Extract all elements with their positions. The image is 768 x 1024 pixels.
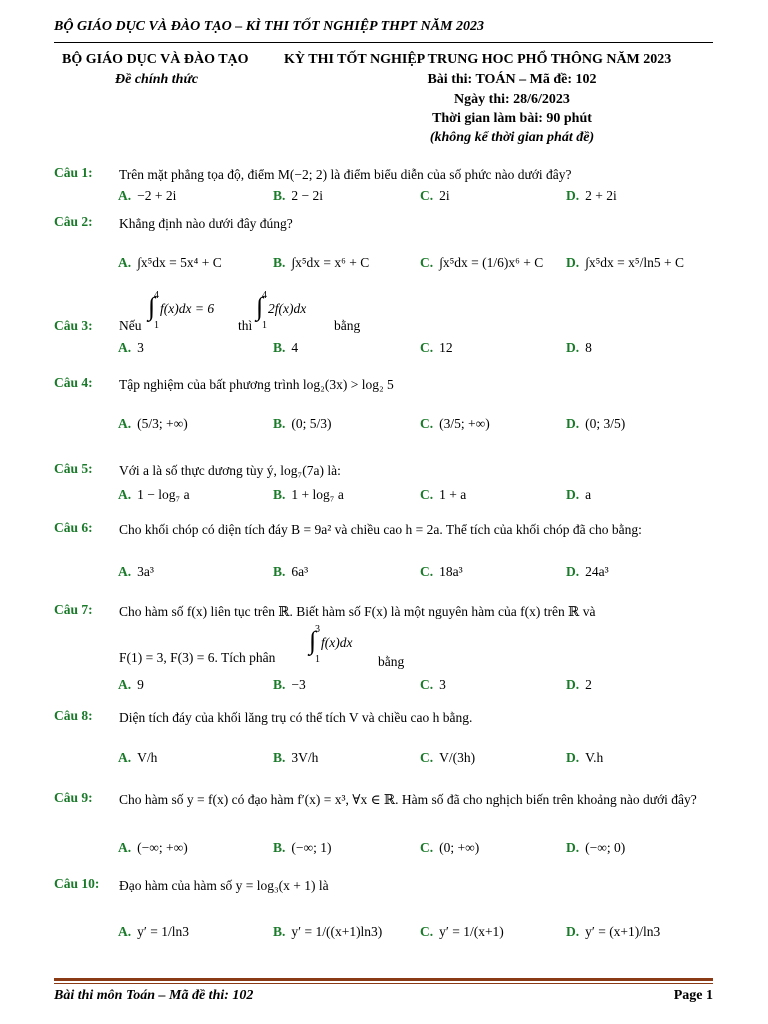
integral-sign: ∫ bbox=[309, 626, 317, 655]
option-d: D. 2 bbox=[566, 677, 592, 692]
header-divider bbox=[54, 42, 713, 43]
option-b: B. (−∞; 1) bbox=[273, 840, 332, 855]
option-b: B. (0; 5/3) bbox=[273, 416, 332, 431]
option-b: B. ∫x⁵dx = x⁶ + C bbox=[273, 255, 370, 270]
question-3 bbox=[54, 290, 713, 338]
option-b: B. 6a³ bbox=[273, 564, 309, 579]
question-stem: Với a là số thực dương tùy ý, log₇(7a) là: bbox=[119, 463, 341, 478]
option-d: D. y′ = (x+1)/ln3 bbox=[566, 924, 661, 939]
option-d: D. 24a³ bbox=[566, 564, 609, 579]
question-number: Câu 7: bbox=[54, 602, 93, 617]
option-a: A. 1 − log₇ a bbox=[118, 487, 190, 502]
option-a: A. 3a³ bbox=[118, 564, 154, 579]
footer-divider-thin bbox=[54, 983, 713, 984]
option-a: A. (−∞; +∞) bbox=[118, 840, 188, 855]
option-c: C. 2i bbox=[420, 188, 450, 203]
option-d: D. a bbox=[566, 487, 592, 502]
question-stem: Cho khối chóp có diện tích đáy B = 9a² và chiều cao h = 2a. Thể tích của khối chóp đã cho bằng: bbox=[119, 522, 642, 537]
question-stem: Diện tích đáy của khối lăng trụ có thể tích V và chiều cao h bằng. bbox=[119, 710, 473, 725]
question-stem: Cho hàm số f(x) liên tục trên ℝ. Biết hàm số F(x) là một nguyên hàm của f(x) trên ℝ và bbox=[119, 604, 596, 619]
option-c: C. 18a³ bbox=[420, 564, 463, 579]
option-c: C. V/(3h) bbox=[420, 750, 476, 765]
question-number: Câu 3: bbox=[54, 318, 93, 333]
option-d: D. (0; 3/5) bbox=[566, 416, 626, 431]
option-d: D. 2 + 2i bbox=[566, 188, 617, 203]
option-d: D. (−∞; 0) bbox=[566, 840, 626, 855]
footer-exam-code: Bài thi môn Toán – Mã đề thi: 102 bbox=[54, 988, 254, 1003]
option-a: A. y′ = 1/ln3 bbox=[118, 924, 189, 939]
integral-sign: ∫ bbox=[256, 292, 264, 321]
option-c: C. 3 bbox=[420, 677, 446, 692]
option-b: B. −3 bbox=[273, 677, 306, 692]
question-number: Câu 2: bbox=[54, 214, 93, 229]
official-label: Đề chính thức bbox=[115, 72, 199, 87]
question-stem: Đạo hàm của hàm số y = log₃(x + 1) là bbox=[119, 878, 329, 893]
upper-limit: 4 bbox=[262, 290, 267, 301]
option-a: A. 9 bbox=[118, 677, 144, 692]
option-c: C. y′ = 1/(x+1) bbox=[420, 924, 504, 939]
exam-date: Ngày thi: 28/6/2023 bbox=[454, 92, 570, 107]
lower-limit: 1 bbox=[154, 320, 159, 331]
running-title: BỘ GIÁO DỤC VÀ ĐÀO TẠO – KÌ THI TỐT NGHIỆP THPT NĂM 2023 bbox=[54, 19, 485, 34]
question-number: Câu 8: bbox=[54, 708, 93, 723]
option-a: A. V/h bbox=[118, 750, 158, 765]
question-number: Câu 6: bbox=[54, 520, 93, 535]
option-c: C. (0; +∞) bbox=[420, 840, 480, 855]
exam-duration: Thời gian làm bài: 90 phút bbox=[432, 111, 592, 126]
subject-code: Bài thi: TOÁN – Mã đề: 102 bbox=[427, 72, 597, 87]
question-stem: Cho hàm số y = f(x) có đạo hàm f′(x) = x³, ∀x ∈ ℝ. Hàm số đã cho nghịch biến trên khoảng nào dưới đây? bbox=[119, 792, 697, 807]
question-number: Câu 1: bbox=[54, 165, 93, 180]
option-d: D. V.h bbox=[566, 750, 604, 765]
stem-equals: bằng bbox=[378, 654, 405, 669]
question-number: Câu 9: bbox=[54, 790, 93, 805]
upper-limit: 4 bbox=[154, 290, 159, 301]
option-a: A. ∫x⁵dx = 5x⁴ + C bbox=[118, 255, 222, 270]
ministry-name: BỘ GIÁO DỤC VÀ ĐÀO TẠO bbox=[62, 52, 249, 67]
option-c: C. 12 bbox=[420, 340, 453, 355]
question-stem: Tập nghiệm của bất phương trình log₂(3x) > log₂ 5 bbox=[119, 377, 394, 392]
question-number: Câu 5: bbox=[54, 461, 93, 476]
stem-if: Nếu bbox=[119, 318, 142, 333]
stem-then: thì bbox=[238, 318, 253, 333]
integral-2: 2f(x)dx bbox=[268, 301, 307, 316]
integral-1: f(x)dx = 6 bbox=[160, 301, 215, 316]
option-c: C. ∫x⁵dx = (1/6)x⁶ + C bbox=[420, 255, 544, 270]
option-b: B. 4 bbox=[273, 340, 299, 355]
option-b: B. 2 − 2i bbox=[273, 188, 324, 203]
integral-sign: ∫ bbox=[148, 292, 156, 321]
integral-expression: f(x)dx bbox=[321, 635, 353, 650]
duration-note: (không kể thời gian phát đề) bbox=[429, 130, 595, 145]
option-b: B. 3V/h bbox=[273, 750, 319, 765]
stem-given: F(1) = 3, F(3) = 6. Tích phân bbox=[119, 650, 276, 665]
option-a: A. (5/3; +∞) bbox=[118, 416, 188, 431]
question-number: Câu 10: bbox=[54, 876, 100, 891]
question-7-line2 bbox=[54, 624, 713, 672]
option-a: A. −2 + 2i bbox=[118, 188, 177, 203]
option-c: C. 1 + a bbox=[420, 487, 467, 502]
exam-title: KỲ THI TỐT NGHIỆP TRUNG HOC PHỔ THÔNG NĂM 2023 bbox=[284, 52, 672, 67]
lower-limit: 1 bbox=[262, 320, 267, 331]
option-d: D. 8 bbox=[566, 340, 592, 355]
question-stem: Trên mặt phẳng tọa độ, điểm M(−2; 2) là điểm biểu diễn của số phức nào dưới đây? bbox=[119, 167, 572, 182]
upper-limit: 3 bbox=[315, 624, 320, 635]
option-a: A. 3 bbox=[118, 340, 144, 355]
lower-limit: 1 bbox=[315, 654, 320, 665]
question-stem: Khẳng định nào dưới đây đúng? bbox=[119, 216, 293, 231]
option-b: B. y′ = 1/((x+1)ln3) bbox=[273, 924, 383, 939]
footer-divider-thick bbox=[54, 978, 713, 981]
page-number: Page 1 bbox=[673, 988, 713, 1003]
option-b: B. 1 + log₇ a bbox=[273, 487, 344, 502]
option-d: D. ∫x⁵dx = x⁵/ln5 + C bbox=[566, 255, 684, 270]
stem-equals: bằng bbox=[334, 318, 361, 333]
question-number: Câu 4: bbox=[54, 375, 93, 390]
option-c: C. (3/5; +∞) bbox=[420, 416, 490, 431]
